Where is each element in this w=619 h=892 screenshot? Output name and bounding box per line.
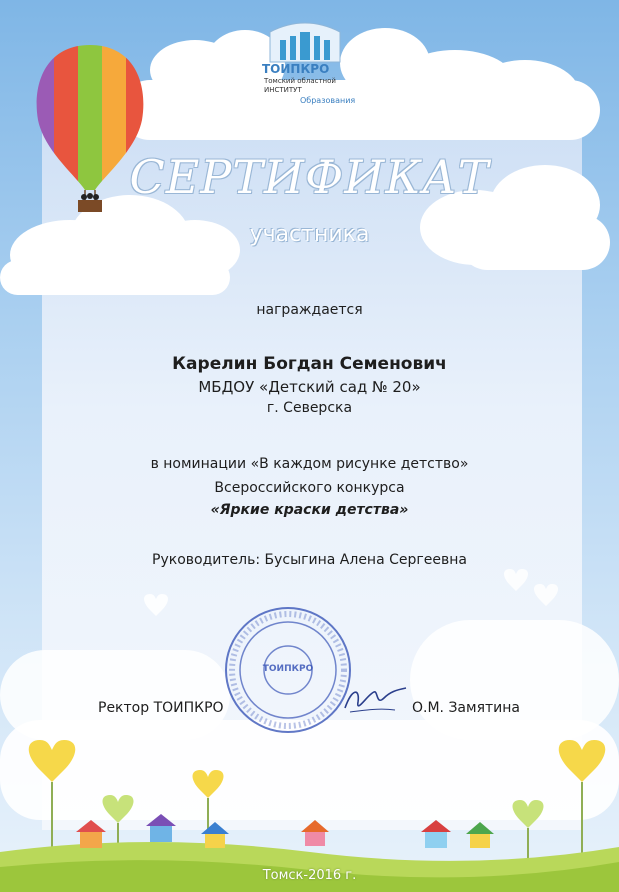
stamp-center-text: ТОИПКРО	[262, 664, 314, 674]
rector-name: О.М. Замятина	[412, 700, 520, 716]
certificate-subtitle: участника	[249, 222, 370, 247]
institution: МБДОУ «Детский сад № 20»	[198, 378, 421, 396]
rector-label: Ректор ТОИПКРО	[98, 700, 224, 716]
logo-line1: Томский областной	[264, 77, 336, 85]
nomination: в номинации «В каждом рисунке детство»	[150, 456, 469, 472]
footer-place-year: Томск-2016 г.	[262, 868, 357, 883]
logo-line2: ИНСТИТУТ	[264, 86, 302, 94]
awarded-text: награждается	[256, 302, 363, 318]
contest: Всероссийского конкурса	[214, 480, 405, 496]
logo-line3: Образования	[300, 96, 356, 105]
official-stamp	[222, 604, 354, 736]
recipient-name: Карелин Богдан Семенович	[172, 354, 447, 374]
logo-name: ТОИПКРО	[262, 62, 330, 76]
signature	[340, 680, 410, 720]
supervisor: Руководитель: Бусыгина Алена Сергеевна	[152, 552, 467, 568]
contest-name: «Яркие краски детства»	[210, 502, 409, 518]
certificate-title: СЕРТИФИКАТ	[129, 150, 490, 204]
city: г. Северска	[266, 400, 353, 416]
toipkro-logo	[250, 22, 360, 120]
